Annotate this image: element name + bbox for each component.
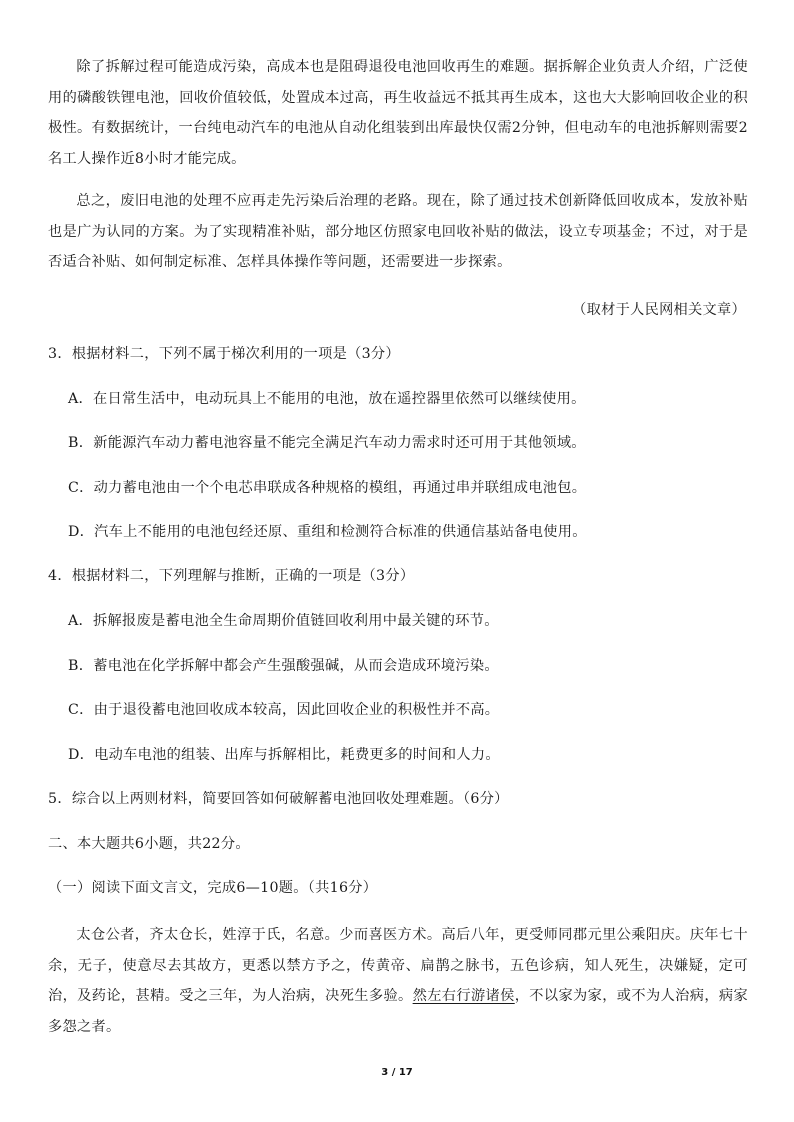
question-4-option-b: B．蓄电池在化学拆解中都会产生强酸强碱，从而会造成环境污染。 bbox=[68, 658, 499, 674]
question-4-stem: 4．根据材料二，下列理解与推断，正确的一项是（3分） bbox=[48, 568, 415, 584]
question-4-option-c: C．由于退役蓄电池回收成本较高，因此回收企业的积极性并不高。 bbox=[68, 702, 500, 718]
classical-chinese-passage bbox=[48, 920, 748, 1042]
question-4-option-d: D．电动车电池的组装、出库与拆解相比，耗费更多的时间和人力。 bbox=[68, 747, 500, 763]
question-3-option-b: B．新能源汽车动力蓄电池容量不能完全满足汽车动力需求时还可用于其他领域。 bbox=[68, 435, 586, 451]
question-3-option-d: D．汽车上不能用的电池包经还原、重组和检测符合标准的供通信基站备电使用。 bbox=[68, 524, 587, 540]
material-paragraph-2: 总之，废旧电池的处理不应再走先污染后治理的老路。现在，除了通过技术创新降低回收成本，发放补贴也是广为认同的方案。为了实现精准补贴，部分地区仿照家电回收补贴的做法，设立专项基金；不过，对于是否适合补贴、如何制定标准、怎样具体操作等问题，还需要进一步探索。 bbox=[48, 193, 748, 270]
question-3-option-c: C．动力蓄电池由一个个电芯串联成各种规格的模组，再通过串并联组成电池包。 bbox=[68, 480, 587, 496]
section-2-subheading: （一）阅读下面文言文，完成6—10题。（共16分） bbox=[48, 880, 378, 896]
source-citation: （取材于人民网相关文章） bbox=[572, 302, 746, 318]
page-number: 3 / 17 bbox=[381, 1067, 413, 1078]
section-2-heading: 二、本大题共6小题，共22分。 bbox=[48, 836, 250, 852]
question-4-option-a: A．拆解报废是蓄电池全生命周期价值链回收利用中最关键的环节。 bbox=[68, 613, 499, 629]
passage-text-before: 太仓公者，齐太仓长，姓淳于氏，名意。少而喜医方术。高后八年，更受师同郡元里公乘阳庆。庆年七十余，无子，使意尽去其故方，更悉以禁方予之，传黄帝、扁鹊之脉书，五色诊病，知人死生，决嫌疑，定可治，及药论，甚精。受之三年，为人治病，决死生多验。 bbox=[48, 927, 748, 1004]
question-5-stem: 5．综合以上两则材料，简要回答如何破解蓄电池回收处理难题。（6分） bbox=[48, 791, 509, 807]
passage-underlined-sentence: 然左右行游诸侯 bbox=[412, 988, 515, 1004]
material-paragraph-1: 除了拆解过程可能造成污染，高成本也是阻碍退役电池回收再生的难题。据拆解企业负责人介绍，广泛使用的磷酸铁锂电池，回收价值较低，处置成本过高，再生收益远不抵其再生成本，这也大大影响回收企业的积极性。有数据统计，一台纯电动汽车的电池从自动化组装到出库最快仅需2分钟，但电动车的电池拆解则需要2名工人操作近8小时才能完成。 bbox=[48, 59, 748, 167]
passage-text-after: ，不以家为家，或不为人治病，病家多怨之者。 bbox=[48, 988, 748, 1035]
question-3-option-a: A．在日常生活中，电动玩具上不能用的电池，放在遥控器里依然可以继续使用。 bbox=[68, 391, 586, 407]
question-3-stem: 3．根据材料二，下列不属于梯次利用的一项是（3分） bbox=[48, 346, 400, 362]
